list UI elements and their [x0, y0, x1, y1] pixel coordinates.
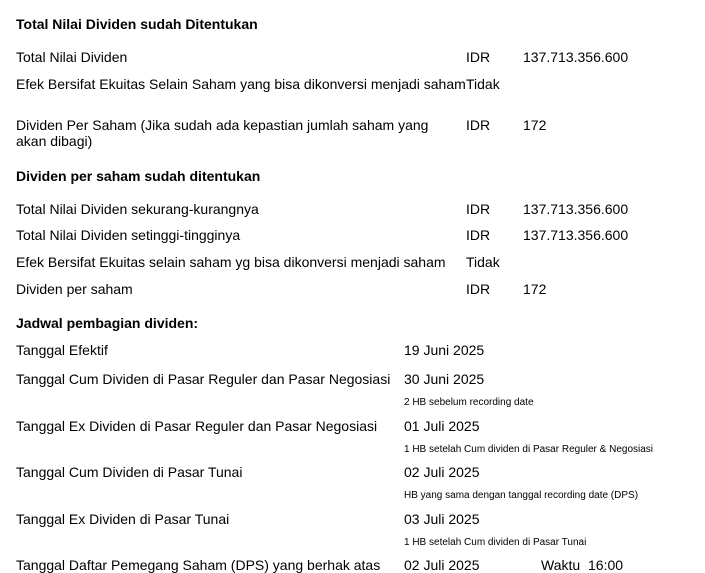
cum-tunai-date: 02 Juli 2025 [404, 464, 480, 480]
ex-reguler-label: Tanggal Ex Dividen di Pasar Reguler dan Pasar Negosiasi [16, 418, 378, 434]
cum-reguler-date: 30 Juni 2025 [404, 371, 485, 387]
cum-reguler-label: Tanggal Cum Dividen di Pasar Reguler dan Pasar Negosiasi [16, 371, 391, 387]
section1-heading: Total Nilai Dividen sudah Ditentukan [16, 16, 258, 32]
dividen-per-saham-2-value: 172 [523, 281, 547, 297]
total-nilai-dividen-label: Total Nilai Dividen [16, 49, 128, 65]
dps-label: Tanggal Daftar Pemegang Saham (DPS) yang berhak atas [16, 557, 381, 573]
efek-ekuitas-value: Tidak [466, 76, 500, 92]
dps-time-value: 16:00 [588, 557, 624, 573]
dps-time-label: Waktu [541, 557, 581, 573]
dividen-per-saham-label: Dividen Per Saham (Jika sudah ada kepastian jumlah saham yang akan dibagi) [16, 117, 429, 149]
nilai-min-value: 137.713.356.600 [523, 201, 629, 217]
total-nilai-dividen-currency: IDR [466, 49, 491, 65]
nilai-max-value: 137.713.356.600 [523, 227, 629, 243]
cum-reguler-note: 2 HB sebelum recording date [404, 397, 534, 408]
cum-tunai-label: Tanggal Cum Dividen di Pasar Tunai [16, 464, 243, 480]
ex-tunai-note: 1 HB setelah Cum dividen di Pasar Tunai [404, 537, 587, 548]
cum-tunai-note: HB yang sama dengan tanggal recording date (DPS) [404, 490, 639, 501]
total-nilai-dividen-value: 137.713.356.600 [523, 49, 629, 65]
dividen-per-saham-2-currency: IDR [466, 281, 491, 297]
schedule-heading: Jadwal pembagian dividen: [16, 315, 199, 331]
dividen-per-saham-currency: IDR [466, 117, 491, 133]
efek-ekuitas-2-label: Efek Bersifat Ekuitas selain saham yg bisa dikonversi menjadi saham [16, 254, 446, 270]
section2-heading: Dividen per saham sudah ditentukan [16, 168, 261, 184]
tanggal-efektif-date: 19 Juni 2025 [404, 342, 485, 358]
dps-date: 02 Juli 2025 [404, 557, 480, 573]
tanggal-efektif-label: Tanggal Efektif [16, 342, 108, 358]
efek-ekuitas-2-value: Tidak [466, 254, 500, 270]
dividen-per-saham-2-label: Dividen per saham [16, 281, 133, 297]
ex-reguler-date: 01 Juli 2025 [404, 418, 480, 434]
ex-tunai-date: 03 Juli 2025 [404, 511, 480, 527]
nilai-min-label: Total Nilai Dividen sekurang-kurangnya [16, 201, 259, 217]
nilai-max-label: Total Nilai Dividen setinggi-tingginya [16, 227, 241, 243]
nilai-max-currency: IDR [466, 227, 491, 243]
nilai-min-currency: IDR [466, 201, 491, 217]
efek-ekuitas-label: Efek Bersifat Ekuitas Selain Saham yang bisa dikonversi menjadi saham [16, 76, 466, 92]
dividen-per-saham-value: 172 [523, 117, 547, 133]
ex-tunai-label: Tanggal Ex Dividen di Pasar Tunai [16, 511, 230, 527]
ex-reguler-note: 1 HB setelah Cum dividen di Pasar Reguler & Negosiasi [404, 444, 654, 455]
